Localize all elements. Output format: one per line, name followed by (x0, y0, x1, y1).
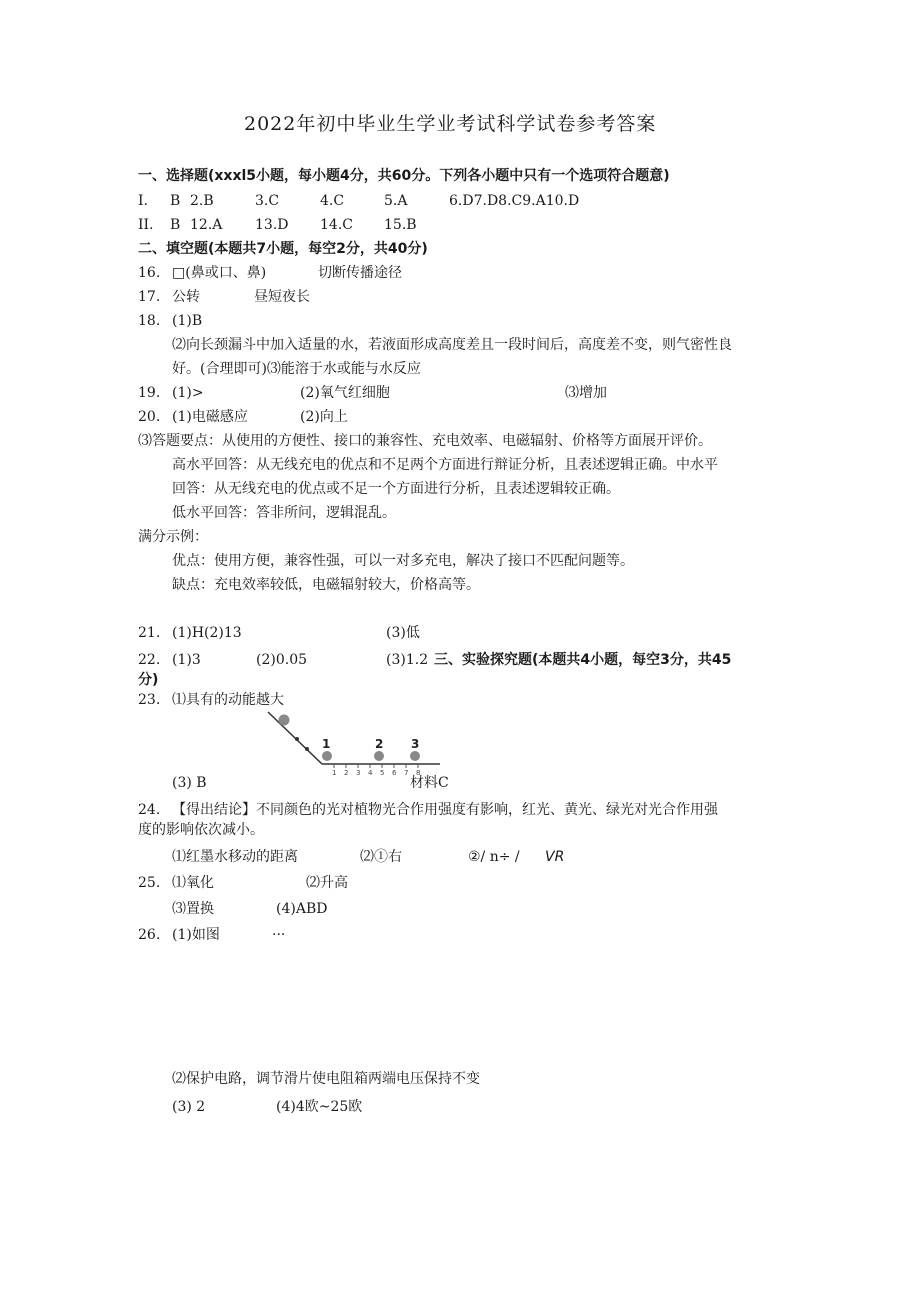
answer: (3) 2 (172, 1099, 206, 1115)
question-number: 24. (138, 802, 161, 818)
answer: 3.C (255, 193, 280, 209)
tick-label: 4 (368, 769, 373, 777)
tick-label: 2 (344, 769, 349, 777)
answer: 5.A (384, 193, 408, 209)
question-number: 25. (138, 875, 161, 891)
question-number: 20. (138, 409, 161, 425)
answer: (4)4欧~25欧 (276, 1099, 363, 1115)
figure-caption: 材料C (410, 775, 449, 791)
row-label: II. (138, 217, 154, 233)
ball-2 (374, 751, 384, 761)
page-title: 2022年初中毕业生学业考试科学试卷参考答案 (244, 113, 657, 135)
ball-label: 3 (411, 737, 420, 751)
answer: (3)1.2 (386, 652, 429, 668)
tick-label: 3 (356, 769, 361, 777)
row-label: I. (138, 193, 148, 209)
tick-label: 8 (416, 769, 421, 777)
answer: B (170, 193, 181, 209)
answer: 切断传播途径 (318, 265, 402, 281)
ball-3 (410, 751, 420, 761)
answer: 公转 (172, 289, 200, 305)
answer: (4)ABD (276, 901, 328, 917)
answer-line: 缺点：充电效率较低，电磁辐射较大，价格高等。 (172, 577, 480, 593)
answer: (2)向上 (300, 409, 348, 425)
answer: 2.B (190, 193, 214, 209)
answer-line: 优点：使用方便，兼容性强，可以一对多充电，解决了接口不匹配问题等。 (172, 553, 634, 569)
answer: B (170, 217, 181, 233)
answer: 昼短夜长 (254, 289, 310, 305)
answer-line: 低水平回答：答非所问，逻辑混乱。 (172, 505, 396, 521)
question-number: 17. (138, 289, 161, 305)
answer-line: ⑶答题要点：从使用的方便性、接口的兼容性、充电效率、电磁辐射、价格等方面展开评价。 (138, 433, 712, 449)
ramp-ball-top (279, 715, 290, 726)
question-number: 19. (138, 385, 161, 401)
answer: 12.A (190, 217, 223, 233)
section-3-heading-cont: 分) (138, 672, 159, 688)
ball-label: 2 (375, 737, 384, 751)
question-number: 21. (138, 625, 161, 641)
ramp-dot (305, 747, 309, 751)
answer: 13.D (255, 217, 289, 233)
answer: (3) B (172, 775, 207, 791)
answer-line: 满分示例： (138, 529, 208, 545)
answer-line: 好。(合理即可)⑶能溶于水或能与水反应 (172, 361, 421, 377)
tick-label: 7 (404, 769, 409, 777)
answer-line: 回答：从无线充电的优点或不足一个方面进行分析，且表述逻辑较正确。 (172, 481, 620, 497)
question-number: 22. (138, 652, 161, 668)
answer: (3)低 (386, 625, 420, 641)
question-number: 26. (138, 927, 161, 943)
ball-label: 1 (322, 737, 331, 751)
answer: ⑵①右 (360, 849, 402, 865)
answer: ⑴具有的动能越大 (172, 692, 284, 708)
tick-label: 1 (332, 769, 337, 777)
answer: □(鼻或口、鼻) (172, 265, 267, 281)
answer: (1)H(2)13 (172, 625, 242, 641)
answer-line: 度的影响依次减小。 (138, 822, 264, 838)
question-number: 16. (138, 265, 161, 281)
question-number: 23. (138, 692, 161, 708)
section-1-heading: 一、选择题(xxxl5小题，每小题4分，共60分。下列各小题中只有一个选项符合题意) (138, 168, 670, 184)
answer: ②/ n÷ / (468, 849, 520, 865)
answer-line: ⑵向长颈漏斗中加入适量的水，若液面形成高度差且一段时间后，高度差不变，则气密性良 (172, 337, 732, 353)
answer: (2)0.05 (256, 652, 308, 668)
answer: (1)B (172, 313, 203, 329)
answer-formula: VR (545, 849, 565, 865)
section-3-heading: 三、实验探究题(本题共4小题，每空3分，共45 (434, 652, 732, 668)
ramp-slope (268, 712, 322, 764)
tick-label: 5 (380, 769, 385, 777)
answer: (1)如图 (172, 927, 220, 943)
answer-line: ⑵保护电路，调节滑片使电阻箱两端电压保持不变 (172, 1071, 480, 1087)
ramp-figure (262, 708, 452, 778)
answer: 4.C (320, 193, 345, 209)
answer: 6.D7.D8.C9.A10.D (449, 193, 580, 209)
answer: ⑴氧化 (172, 875, 214, 891)
question-number: 18. (138, 313, 161, 329)
answer: (1)电磁感应 (172, 409, 248, 425)
answer: ⑶置换 (172, 901, 214, 917)
answer: ⑴红墨水移动的距离 (172, 849, 298, 865)
answer: ⑶增加 (565, 385, 607, 401)
tick-label: 6 (392, 769, 397, 777)
ball-1 (322, 751, 332, 761)
ramp-dot (295, 737, 299, 741)
answer-line: 【得出结论】不同颜色的光对植物光合作用强度有影响，红光、黄光、绿光对光合作用强 (172, 802, 718, 818)
answer: ⑵升高 (306, 875, 348, 891)
answer: (1)> (172, 385, 204, 401)
ellipsis: ··· (272, 927, 286, 943)
answer: 14.C (320, 217, 353, 233)
answer-line: 高水平回答：从无线充电的优点和不足两个方面进行辩证分析，且表述逻辑正确。中水平 (172, 457, 718, 473)
section-2-heading: 二、填空题(本题共7小题，每空2分，共40分) (138, 241, 428, 257)
answer: (1)3 (172, 652, 201, 668)
answer: (2)氧气红细胞 (300, 385, 390, 401)
answer: 15.B (384, 217, 417, 233)
